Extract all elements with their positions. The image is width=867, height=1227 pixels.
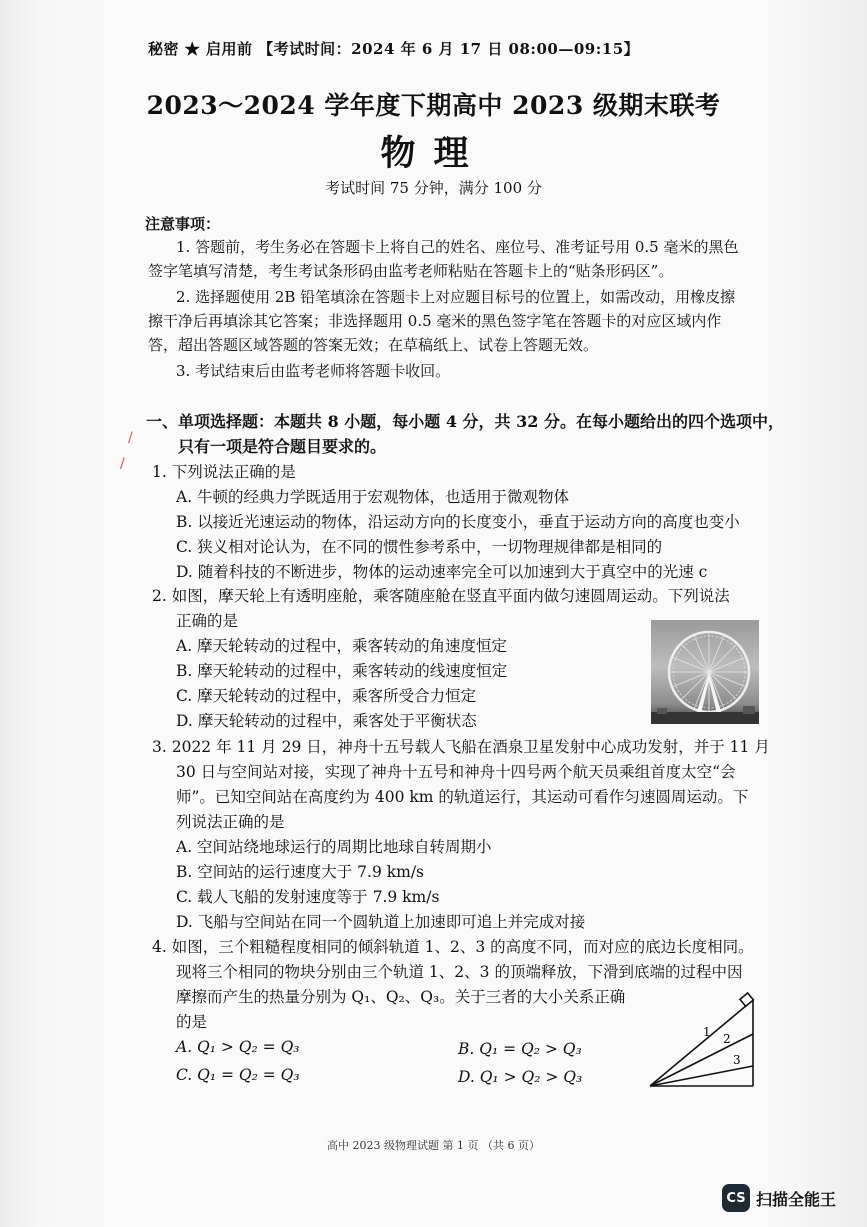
question-2-option-d: D. 摩天轮转动的过程中，乘客处于平衡状态	[176, 712, 477, 730]
question-4-stem-cont: 现将三个相同的物块分别由三个轨道 1、2、3 的顶端释放，下滑到底端的过程中因	[176, 963, 743, 981]
question-2-stem: 2. 如图，摩天轮上有透明座舱，乘客随座舱在竖直平面内做匀速圆周运动。下列说法	[152, 587, 730, 605]
notice-line: 2. 选择题使用 2B 铅笔填涂在答题卡上对应题目标号的位置上，如需改动，用橡皮擦	[176, 288, 736, 306]
camscanner-logo-icon: CS	[722, 1184, 750, 1212]
section-heading: 一、单项选择题：本题共 8 小题，每小题 4 分，共 32 分。在每小题给出的四个选项中，	[146, 412, 784, 431]
confidential-header: 秘密 ★ 启用前 【考试时间：2024 年 6 月 17 日 08:00—09:15】	[148, 40, 640, 58]
notice-line: 签字笔填写清楚，考生考试条形码由监考老师粘贴在答题卡上的“贴条形码区”。	[148, 262, 674, 280]
notice-line: 1. 答题前，考生务必在答题卡上将自己的姓名、座位号、准考证号用 0.5 毫米的黑色	[176, 238, 739, 256]
question-4-option-c: C. Q₁ = Q₂ = Q₃	[176, 1066, 300, 1084]
question-3-stem-cont: 30 日与空间站对接，实现了神舟十五号和神舟十四号两个航天员乘组首度太空“会	[176, 763, 736, 781]
question-3-option-a: A. 空间站绕地球运行的周期比地球自转周期小	[176, 838, 492, 856]
question-4-stem: 4. 如图，三个粗糙程度相同的倾斜轨道 1、2、3 的高度不同，而对应的底边长度相同。	[152, 938, 754, 956]
question-4-stem-cont: 的是	[176, 1013, 208, 1031]
question-1-option-b: B. 以接近光速运动的物体，沿运动方向的长度变小，垂直于运动方向的高度也变小	[176, 513, 740, 531]
track-label-2: 2	[723, 1032, 731, 1046]
question-2-option-b: B. 摩天轮转动的过程中，乘客转动的线速度恒定	[176, 662, 508, 680]
section-subheading: 只有一项是符合题目要求的。	[178, 437, 387, 456]
notice-line: 3. 考试结束后由监考老师将答题卡收回。	[176, 362, 451, 380]
question-1-stem: 1. 下列说法正确的是	[152, 463, 296, 481]
question-1-option-a: A. 牛顿的经典力学既适用于宏观物体，也适用于微观物体	[176, 488, 570, 506]
question-2-option-c: C. 摩天轮转动的过程中，乘客所受合力恒定	[176, 687, 477, 705]
question-1-option-c: C. 狭义相对论认为，在不同的惯性参考系中，一切物理规律都是相同的	[176, 538, 663, 556]
question-3-option-d: D. 飞船与空间站在同一个圆轨道上加速即可追上并完成对接	[176, 913, 586, 931]
question-3-stem: 3. 2022 年 11 月 29 日，神舟十五号载人飞船在酒泉卫星发射中心成功发射，并于 11 月	[152, 738, 770, 756]
pen-mark: /	[128, 430, 133, 446]
track-label-1: 1	[703, 1025, 711, 1039]
subject-title: 物理	[380, 133, 487, 174]
exam-title: 2023～2024 学年度下期高中 2023 级期末联考	[146, 91, 721, 120]
question-4-option-d: D. Q₁ > Q₂ > Q₃	[458, 1068, 583, 1086]
scanner-brand-name: 扫描全能王	[756, 1189, 837, 1209]
ferris-wheel-photo	[651, 620, 759, 724]
question-3-option-b: B. 空间站的运行速度大于 7.9 km/s	[176, 863, 425, 881]
notice-heading: 注意事项：	[145, 215, 221, 233]
page-footer: 高中 2023 级物理试题 第 1 页 （共 6 页）	[327, 1139, 540, 1152]
question-4-option-a: A. Q₁ > Q₂ = Q₃	[176, 1038, 300, 1056]
exam-time-info: 考试时间 75 分钟，满分 100 分	[325, 179, 542, 197]
question-4-option-b: B. Q₁ = Q₂ > Q₃	[458, 1040, 582, 1058]
inclined-tracks-diagram	[645, 990, 760, 1090]
question-2-option-a: A. 摩天轮转动的过程中，乘客转动的角速度恒定	[176, 637, 508, 655]
question-4-stem-cont: 摩擦而产生的热量分别为 Q₁、Q₂、Q₃。关于三者的大小关系正确	[176, 988, 626, 1006]
scanner-watermark	[722, 1183, 836, 1213]
notice-line: 擦干净后再填涂其它答案；非选择题用 0.5 毫米的黑色签字笔在答题卡的对应区域内作	[148, 312, 722, 330]
track-label-3: 3	[733, 1053, 741, 1067]
ferris-wheel-icon	[651, 620, 759, 724]
question-1-option-d: D. 随着科技的不断进步，物体的运动速率完全可以加速到大于真空中的光速 c	[176, 563, 708, 581]
question-3-stem-cont: 师”。已知空间站在高度约为 400 km 的轨道运行，其运动可看作匀速圆周运动。下	[176, 788, 749, 806]
pen-mark: /	[120, 456, 125, 472]
question-3-option-c: C. 载人飞船的发射速度等于 7.9 km/s	[176, 888, 440, 906]
notice-line: 答，超出答题区域答题的答案无效；在草稿纸上、试卷上答题无效。	[148, 336, 599, 354]
question-2-stem-cont: 正确的是	[176, 612, 239, 630]
question-3-stem-cont: 列说法正确的是	[176, 813, 285, 831]
